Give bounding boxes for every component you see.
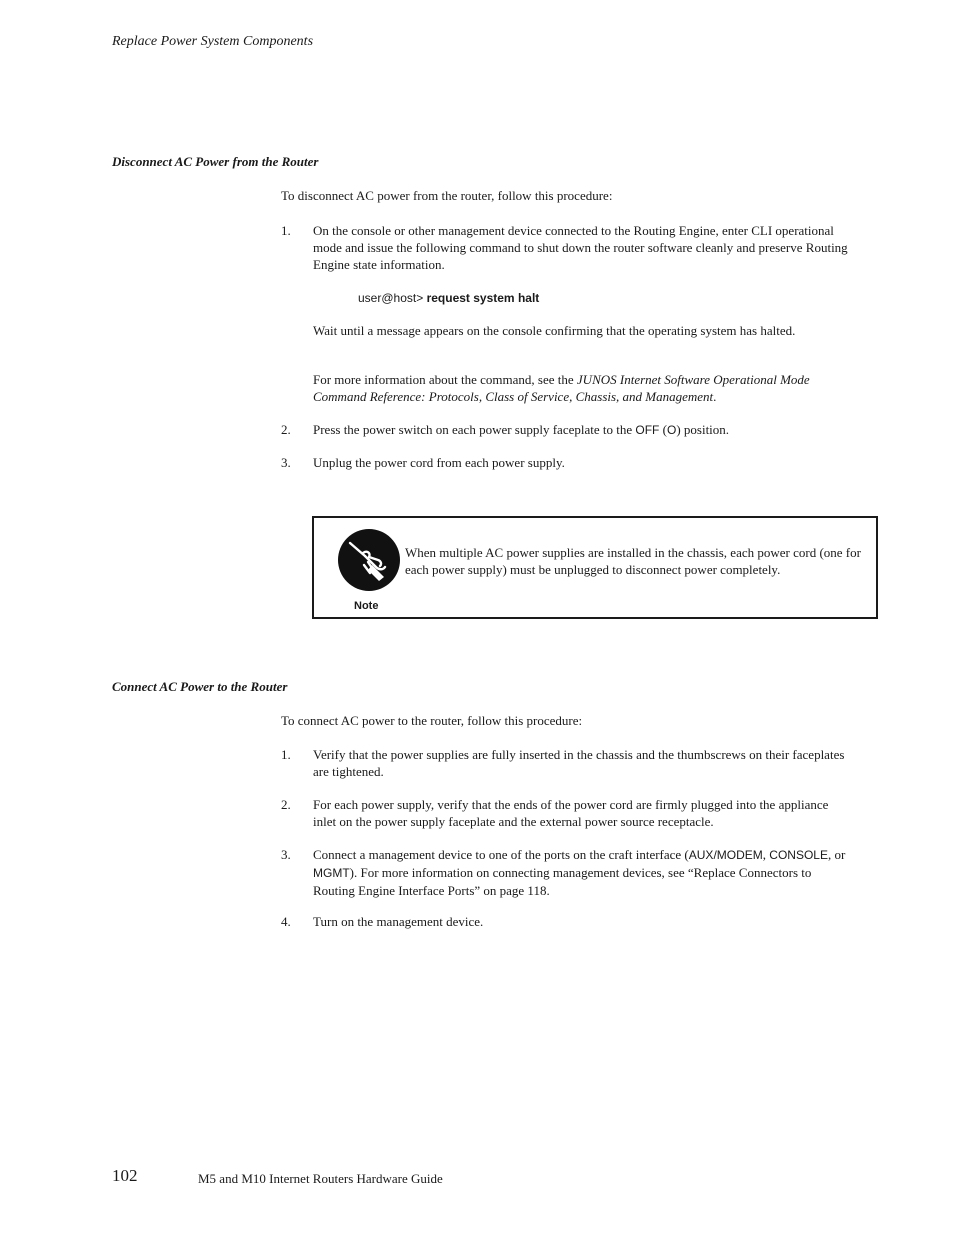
note-box — [312, 516, 878, 619]
cli-command — [358, 290, 539, 307]
step-number: 2. — [281, 422, 291, 437]
mgmt-label: MGMT — [313, 866, 350, 880]
step-number: 1. — [281, 747, 291, 762]
section-title-disconnect: Disconnect AC Power from the Router — [112, 154, 319, 169]
more-info-prefix: For more information about the command, see the — [313, 372, 577, 387]
step-text — [313, 846, 853, 899]
cli-command-text: request system halt — [426, 291, 540, 305]
step-text-part: , or — [827, 847, 846, 862]
note-label: Note — [354, 600, 379, 612]
step-text-part: ( — [659, 422, 667, 437]
step-text: Turn on the management device. — [313, 914, 484, 929]
console-label: CONSOLE — [769, 848, 828, 862]
step-number: 3. — [281, 847, 291, 862]
step-text-part: Connect a management device to one of the ports on the craft interface ( — [313, 847, 689, 862]
note-text: When multiple AC power supplies are installed in the chassis, each power cord (one for each power supply) must be unplugged to disconnect power completely. — [405, 545, 861, 577]
step-text-part: ). For more information on connecting management devices, see “Replace Connectors to Routing Engine Interface Ports” on page 118. — [313, 865, 812, 898]
off-label: OFF — [635, 423, 660, 437]
step-text — [313, 421, 853, 439]
cli-prompt: user@host> — [358, 291, 427, 305]
wait-text: Wait until a message appears on the console confirming that the operating system has halted. — [313, 323, 796, 338]
step-text-part: ) position. — [676, 422, 730, 437]
step-number: 2. — [281, 797, 291, 812]
more-info-text — [313, 371, 853, 405]
section-title-connect: Connect AC Power to the Router — [112, 679, 288, 694]
step-text-part: Press the power switch on each power supply faceplate to the — [313, 422, 636, 437]
step-text: For each power supply, verify that the ends of the power cord are firmly plugged into the appliance inlet on the power supply faceplate and the external power source receptacle. — [313, 797, 829, 829]
step-number: 4. — [281, 914, 291, 929]
book-title: M5 and M10 Internet Routers Hardware Guide — [198, 1171, 443, 1186]
running-head: Replace Power System Components — [112, 34, 314, 49]
o-label: O — [666, 423, 677, 437]
step-text-part: , — [762, 847, 770, 862]
intro-disconnect: To disconnect AC power from the router, follow this procedure: — [281, 188, 613, 203]
command-reference-title: JUNOS Internet Software Operational Mode Command Reference: Protocols, Class of Service, Chassis, and Management — [313, 372, 810, 404]
step-text: On the console or other management device connected to the Routing Engine, enter CLI operational mode and issue the following command to shut down the router software cleanly and preserve Routing Engine state information. — [313, 223, 848, 272]
step-number: 3. — [281, 455, 291, 470]
page-number: 102 — [112, 1166, 138, 1185]
pointing-hand-icon — [338, 529, 400, 591]
aux-modem-label: AUX/MODEM — [688, 848, 763, 862]
more-info-suffix: . — [713, 389, 717, 404]
step-text: Verify that the power supplies are fully inserted in the chassis and the thumbscrews on their faceplates are tightened. — [313, 747, 845, 779]
step-text: Unplug the power cord from each power supply. — [313, 455, 565, 470]
step-number: 1. — [281, 223, 291, 238]
intro-connect: To connect AC power to the router, follow this procedure: — [281, 713, 583, 728]
